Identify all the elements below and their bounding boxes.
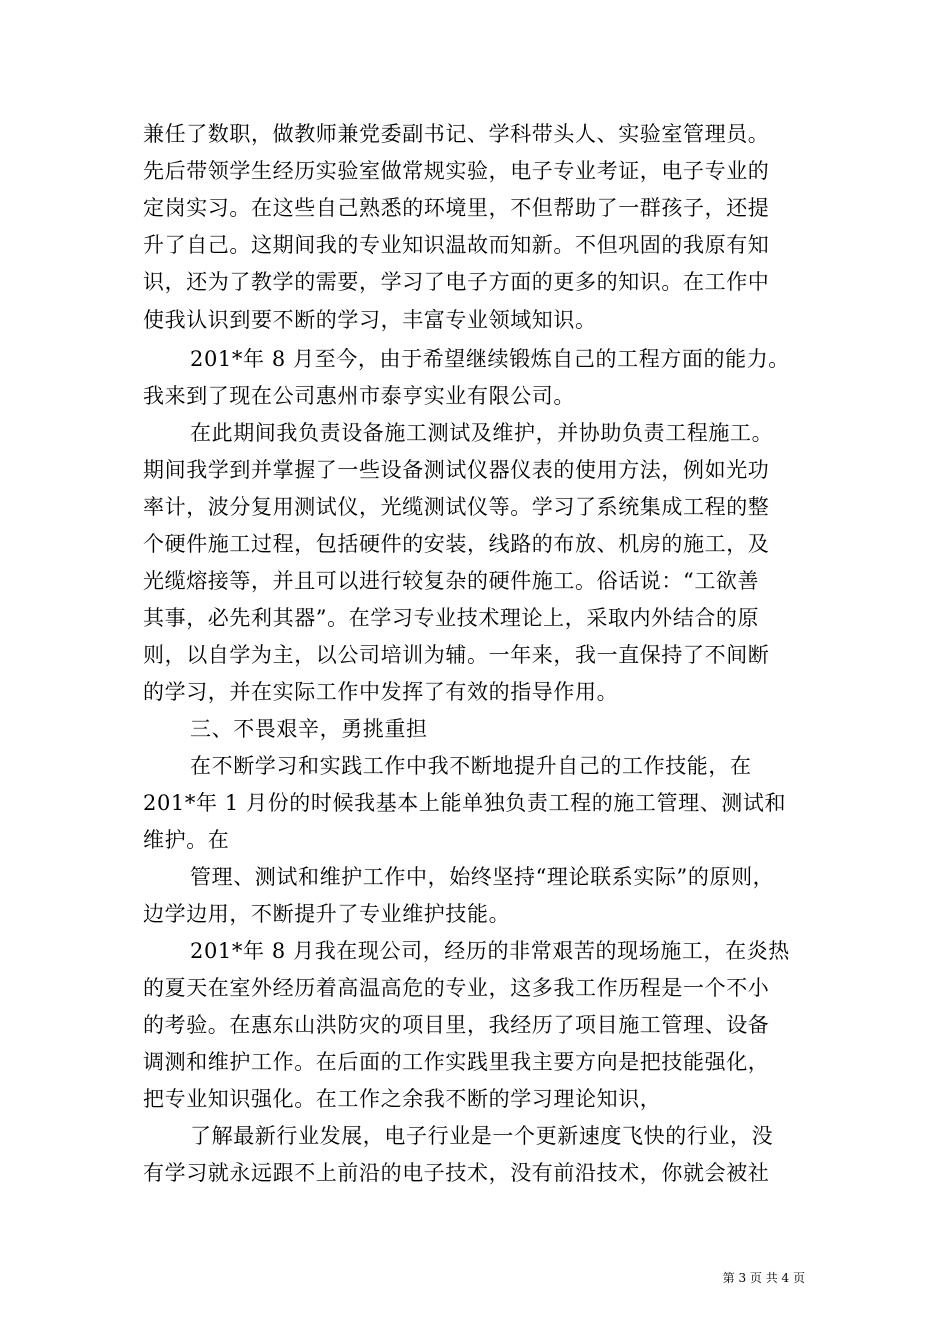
body-text-line: 使我认识到要不断的学习，丰富专业领域知识。 [143,308,597,332]
body-text-line: 的夏天在室外经历着高温高危的专业，这多我工作历程是一个不小 [143,976,770,1000]
section-heading: 三、不畏艰辛，勇挑重担 [190,717,428,741]
body-text-line: 先后带领学生经历实验室做常规实验，电子专业考证，电子专业的 [143,159,770,183]
body-text-line: 期间我学到并掌握了一些设备测试仪器仪表的使用方法，例如光功 [143,458,770,482]
body-text-line: 率计，波分复用测试仪，光缆测试仪等。学习了系统集成工程的整 [143,495,770,519]
body-text-line: 在此期间我负责设备施工测试及维护，并协助负责工程施工。 [190,421,774,445]
body-text-line: 光缆熔接等，并且可以进行较复杂的硬件施工。俗话说：“工欲善 [143,569,760,593]
body-text-line: 其事，必先利其器”。在学习专业技术理论上，采取内外结合的原 [143,606,760,630]
body-text-line: 201*年 8 月至今，由于希望继续锻炼自己的工程方面的能力。 [190,347,790,371]
body-text-line: 管理、测试和维护工作中，始终坚持“理论联系实际”的原则， [190,865,775,889]
body-text-line: 兼任了数职，做教师兼党委副书记、学科带头人、实验室管理员。 [143,122,770,146]
body-text-line: 边学边用，不断提升了专业维护技能。 [143,902,511,926]
body-text-line: 的考验。在惠东山洪防灾的项目里，我经历了项目施工管理、设备 [143,1013,770,1037]
page-number: 第 3 页 共 4 页 [722,1271,805,1285]
body-text-line: 定岗实习。在这些自己熟悉的环境里，不但帮助了一群孩子，还提 [143,196,770,220]
body-text-line: 的学习，并在实际工作中发挥了有效的指导作用。 [143,680,619,704]
body-text-line: 升了自己。这期间我的专业知识温故而知新。不但巩固的我原有知 [143,233,770,257]
body-text-line: 个硬件施工过程，包括硬件的安装，线路的布放、机房的施工，及 [143,532,770,556]
body-text-line: 我来到了现在公司惠州市泰亨实业有限公司。 [143,384,575,408]
body-text-line: 201*年 1 月份的时候我基本上能单独负责工程的施工管理、测试和 [143,791,787,815]
body-text-line: 把专业知识强化。在工作之余我不断的学习理论知识， [143,1087,662,1111]
body-text-line: 在不断学习和实践工作中我不断地提升自己的工作技能，在 [190,754,752,778]
body-text-line: 识，还为了教学的需要，学习了电子方面的更多的知识。在工作中 [143,270,770,294]
body-text-line: 维护。在 [143,828,230,852]
body-text-line: 有学习就永远跟不上前沿的电子技术，没有前沿技术，你就会被社 [143,1161,770,1185]
body-text-line: 201*年 8 月我在现公司，经历的非常艰苦的现场施工，在炎热 [190,939,790,963]
body-text-line: 则，以自学为主，以公司培训为辅。一年来，我一直保持了不间断 [143,643,770,667]
body-text-line: 调测和维护工作。在后面的工作实践里我主要方向是把技能强化， [143,1050,770,1074]
body-text-line: 了解最新行业发展，电子行业是一个更新速度飞快的行业，没 [190,1124,774,1148]
